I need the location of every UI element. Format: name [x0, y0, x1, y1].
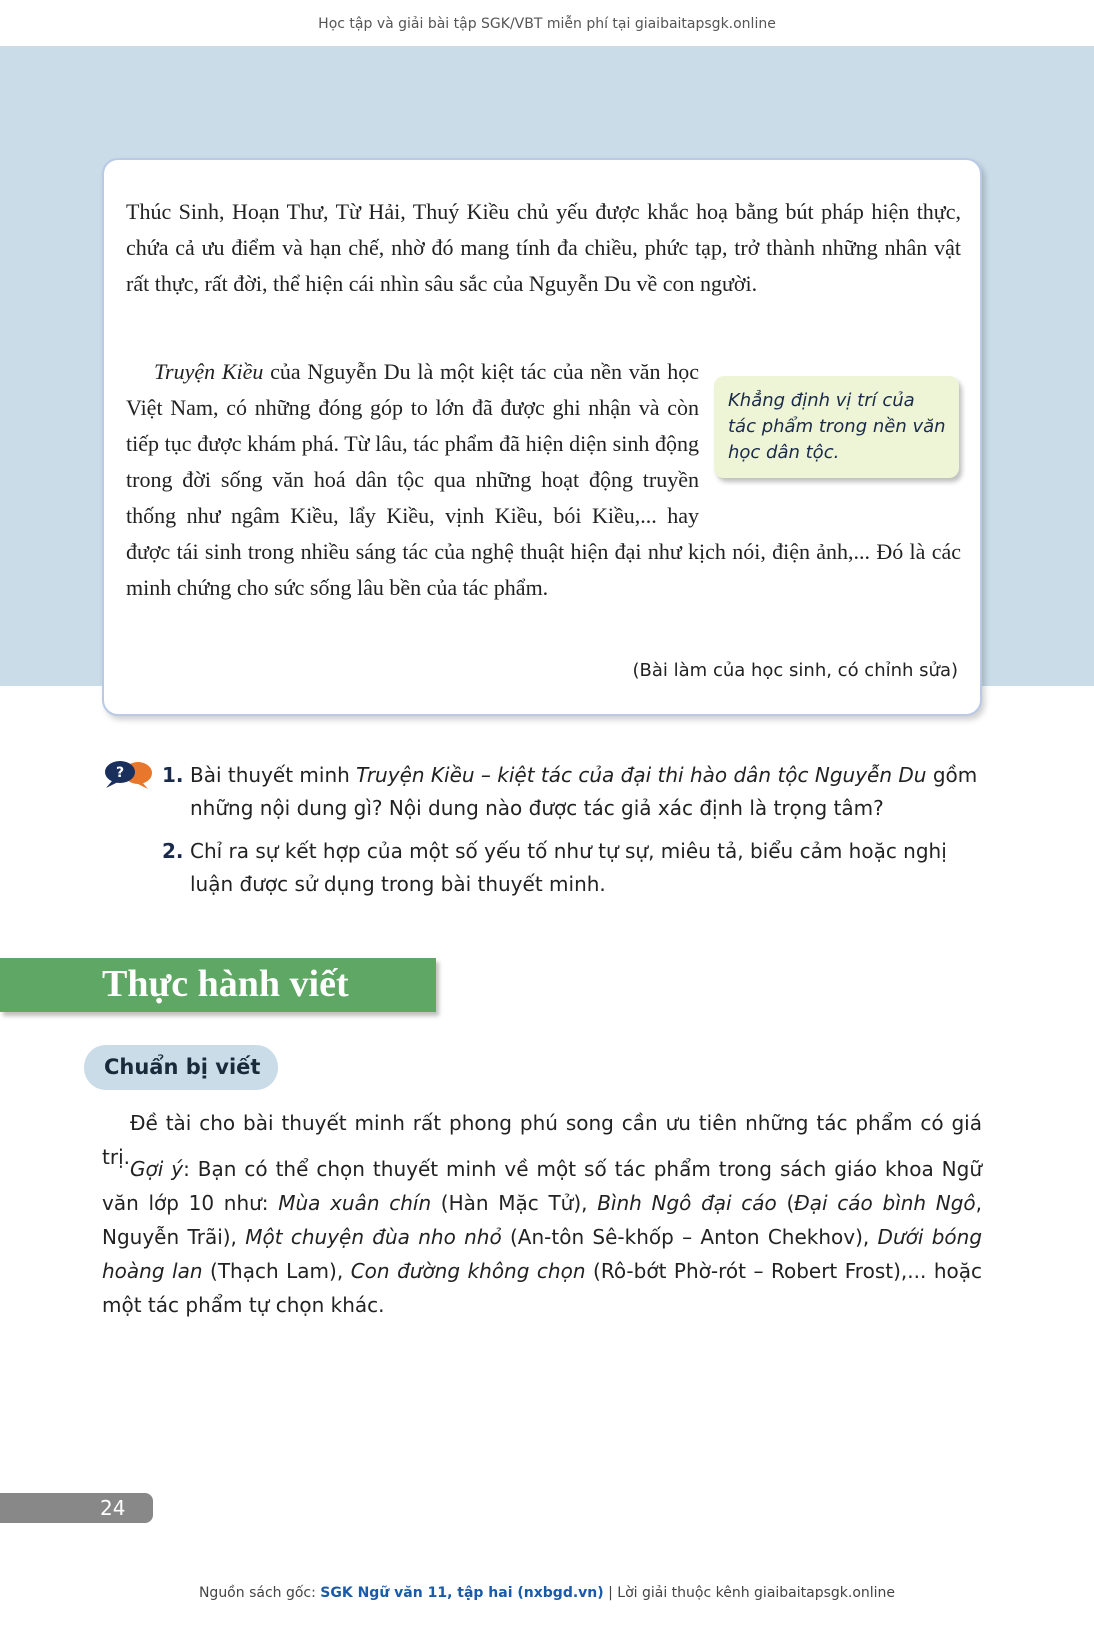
essay-source: (Bài làm của học sinh, có chỉnh sửa) — [632, 660, 958, 681]
hint-label: Gợi ý — [130, 1157, 184, 1181]
footer-book-link[interactable]: SGK Ngữ văn 11, tập hai (nxbgd.vn) — [320, 1585, 604, 1601]
section-title: Thực hành viết — [102, 963, 349, 1005]
question-2 — [162, 835, 982, 901]
question-1-title: Truyện Kiều – kiệt tác của đại thi hào dân tộc Nguyễn Du — [356, 763, 927, 787]
question-1-post: gồm những nội dung gì? Nội dung nào được tác giả xác định là trọng tâm? — [190, 763, 978, 820]
svg-text:?: ? — [115, 765, 125, 781]
sample-essay-box — [102, 158, 982, 716]
speech-bubbles-question-icon — [102, 760, 154, 790]
question-2-text: Chỉ ra sự kết hợp của một số yếu tố như tự sự, miêu tả, biểu cảm hoặc nghị luận được sử dụng trong bài thuyết minh. — [190, 839, 947, 896]
essay-paragraph-2-text: của Nguyễn Du là một kiệt tác của nền văn học Việt Nam, có những đóng góp to lớn đã được ghi nhận và còn tiếp tục được khám phá. Từ lâu, tác phẩm đã hiện diện sinh động trong đời sống văn hoá dân tộc qua những hoạt động truyền thống như ngâm Kiều, lẩy Kiều, vịnh Kiều, bói Kiều,... hay được tái sinh trong nhiều sáng tác của nghệ thuật hiện đại như kịch nói, điện ảnh,... Đó là các minh chứng cho sức sống lâu bền của tác phẩm. — [126, 359, 961, 600]
side-note: Khẳng định vị trí của tác phẩm trong nền văn học dân tộc. — [714, 376, 959, 478]
question-1 — [162, 759, 982, 825]
body-paragraph-1: Đề tài cho bài thuyết minh rất phong phú song cần ưu tiên những tác phẩm có giá trị. — [102, 1111, 982, 1169]
essay-paragraph-1: Thúc Sinh, Hoạn Thư, Từ Hải, Thuý Kiều chủ yếu được khắc hoạ bằng bút pháp hiện thực, chứa cả ưu điểm và hạn chế, nhờ đó mang tính đa chiều, phức tạp, trở thành những nhân vật rất thực, rất đời, thể hiện cái nhìn sâu sắc của Nguyễn Du về con người. — [126, 199, 961, 296]
question-number: 1. — [162, 763, 184, 787]
footer: Nguồn sách gốc: SGK Ngữ văn 11, tập hai (nxbgd.vn) | Lời giải thuộc kênh giaibaitapsgk.online — [198, 1585, 896, 1601]
subsection-label: Chuẩn bị viết — [84, 1045, 278, 1090]
page-number: 24 — [0, 1493, 153, 1523]
body-paragraph-hint: Gợi ý: Bạn có thể chọn thuyết minh về một số tác phẩm trong sách giáo khoa Ngữ văn lớp 10 như: Mùa xuân chín (Hàn Mặc Tử), Bình Ngô đại cáo (Đại cáo bình Ngô, Nguyễn Trãi), Một chuyện đùa nho nhỏ (An-tôn Sê-khốp – Anton Chekhov), Dưới bóng hoàng lan (Thạch Lam), Con đường không chọn (Rô-bớt Phờ-rót – Robert Frost),... hoặc một tác phẩm tự chọn khác. — [102, 1157, 983, 1317]
question-number: 2. — [162, 839, 184, 863]
top-banner: Học tập và giải bài tập SGK/VBT miễn phí tại giaibaitapsgk.online — [0, 0, 1094, 46]
work-title: Truyện Kiều — [154, 359, 264, 384]
question-1-pre: Bài thuyết minh — [190, 763, 357, 787]
